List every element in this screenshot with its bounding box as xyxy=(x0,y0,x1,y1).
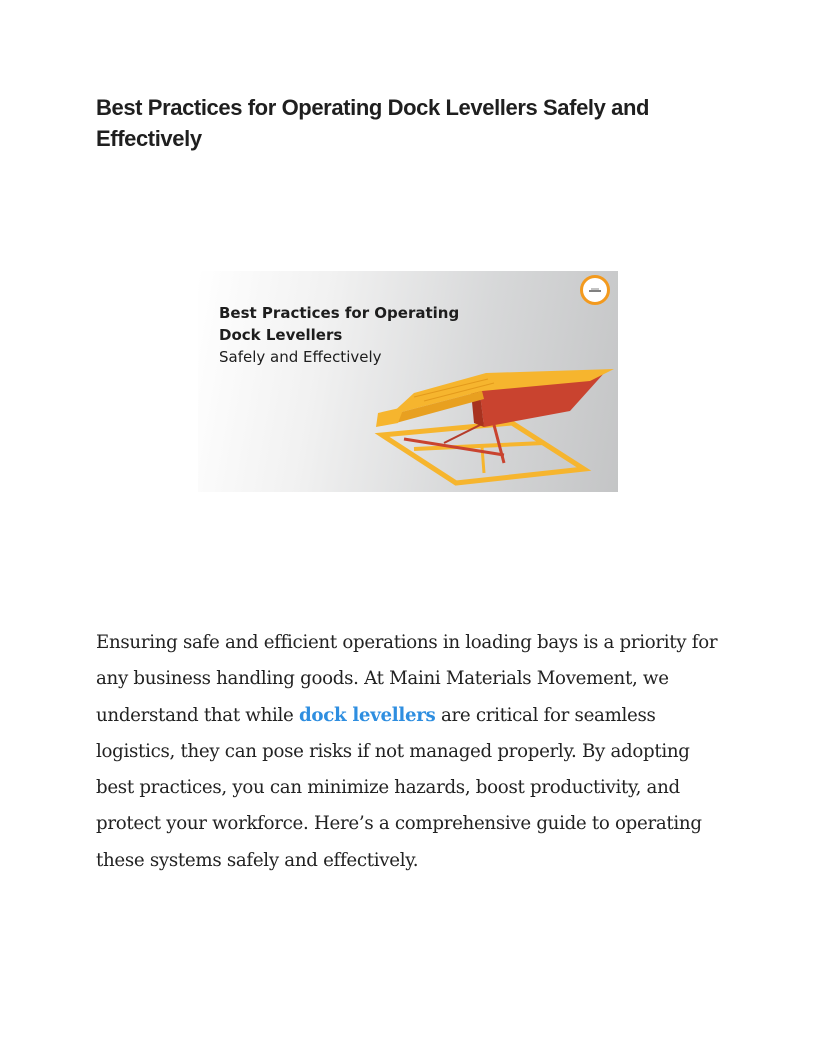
intro-text-before-link: Ensuring safe and efficient operations in loading bays is a priority for any business handling goods. At Maini Materials Movement, we understand that while xyxy=(96,632,718,726)
page-title: Best Practices for Operating Dock Levellers Safely and Effectively xyxy=(96,95,650,151)
article-banner-image xyxy=(198,271,618,492)
dock-levellers-link[interactable]: dock levellers xyxy=(298,704,436,726)
dock-leveller-icon xyxy=(374,363,618,492)
banner-text xyxy=(219,302,459,368)
intro-paragraph xyxy=(96,625,724,879)
banner-heading-line-2: Dock Levellers xyxy=(219,326,343,344)
banner-subheading: Safely and Effectively xyxy=(219,348,382,366)
banner-heading-line-1: Best Practices for Operating xyxy=(219,304,460,322)
intro-text-after-link: are critical for seamless logistics, they can pose risks if not managed properly. By adopting best practices, you can minimize hazards, boost productivity, and protect your workforce. Here’s a comprehensive guide to operating these systems safely and effectively. xyxy=(96,704,702,871)
company-logo-icon xyxy=(580,275,610,305)
